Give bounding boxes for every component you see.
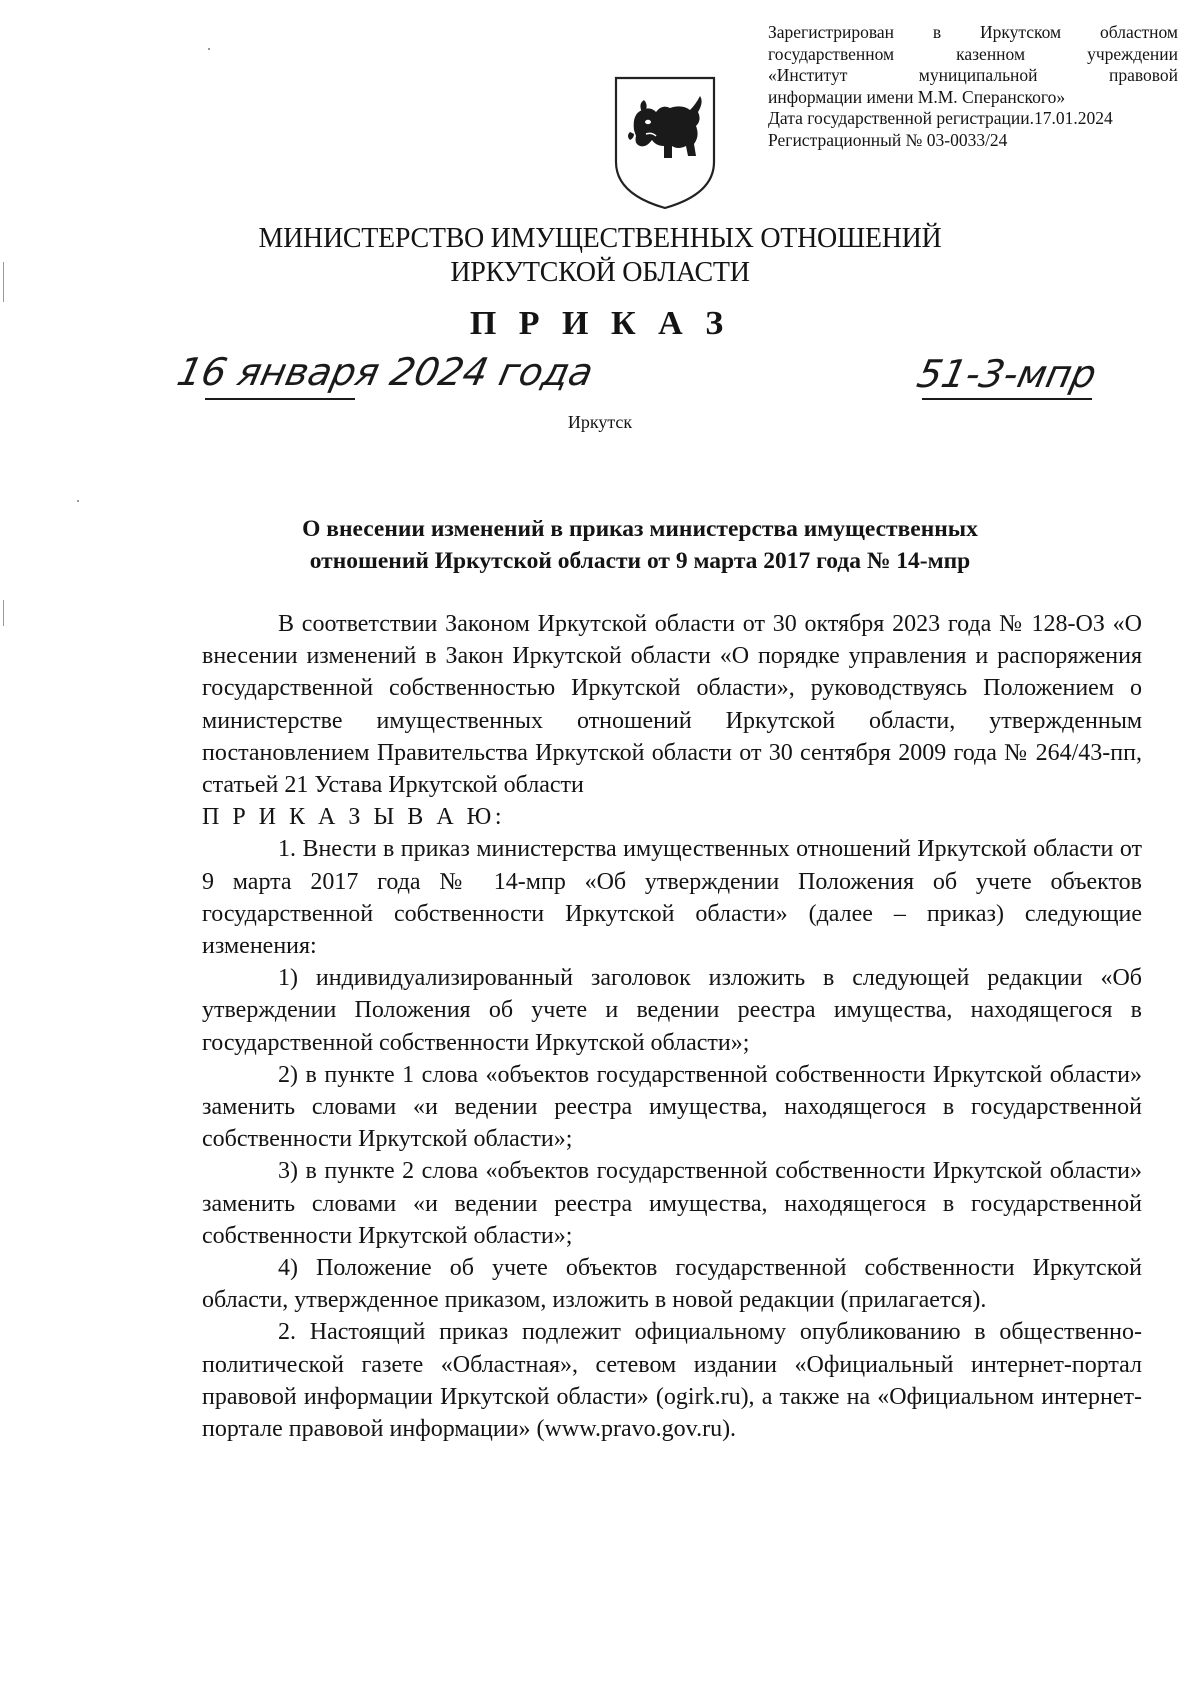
- registration-number: Регистрационный № 03-0033/24: [768, 129, 1008, 150]
- ministry-name-line1: МИНИСТЕРСТВО ИМУЩЕСТВЕННЫХ ОТНОШЕНИЙ: [258, 223, 942, 254]
- order-keyword: П Р И К А З Ы В А Ю:: [202, 804, 505, 831]
- document-title-line2: отношений Иркутской области от 9 марта 2017 года № 14-мпр: [309, 548, 971, 574]
- item-1-paragraph: 1. Внести в приказ министерства имущественных отношений Иркутской области от 9 марта 2017 года № 14-мпр «Об утверждении Положения об учете объектов государственной собственности Иркутской области» (далее – приказ) следующие изменения:: [202, 836, 1142, 960]
- document-body: [202, 608, 1142, 1445]
- number-underline: [922, 398, 1092, 400]
- ministry-name-line2: ИРКУТСКОЙ ОБЛАСТИ: [450, 257, 750, 288]
- handwritten-date: 16 января 2024 года: [173, 350, 598, 394]
- handwritten-order-number: 51-3-мпр: [913, 352, 1101, 396]
- preamble-paragraph: В соответствии Законом Иркутской области от 30 октября 2023 года № 128-ОЗ «О внесении изменений в Закон Иркутской области «О порядке управления и распоряжения государственной собственностью Иркутской области», руководствуясь Положением о министерстве имущественных отношений Иркутской области, утвержденным постановлением Правительства Иркутской области от 30 сентября 2009 года № 264/43-пп, статьей 21 Устава Иркутской области: [202, 611, 1142, 799]
- subitem-3-paragraph: 3) в пункте 2 слова «объектов государственной собственности Иркутской области» заменить словами «и ведении реестра имущества, находящегося в государственной собственности Иркутской области»;: [202, 1158, 1142, 1249]
- subitem-4-paragraph: 4) Положение об учете объектов государственной собственности Иркутской области, утвержденное приказом, изложить в новой редакции (прилагается).: [202, 1255, 1142, 1314]
- registration-line: государственном казенном учреждении: [768, 43, 1178, 64]
- scan-speck: [77, 500, 79, 502]
- document-title: [200, 513, 1080, 577]
- date-underline: [205, 398, 355, 400]
- subitem-1-paragraph: 1) индивидуализированный заголовок изложить в следующей редакции «Об утверждении Положения об учете и ведении реестра имущества, находящегося в государственной собственности Иркутской области»;: [202, 965, 1142, 1056]
- subitem-2-paragraph: 2) в пункте 1 слова «объектов государственной собственности Иркутской области» заменить словами «и ведении реестра имущества, находящегося в государственной собственности Иркутской области»;: [202, 1061, 1142, 1153]
- document-title-line1: О внесении изменений в приказ министерства имущественных: [302, 516, 978, 542]
- registration-line: Зарегистрирован в Иркутском областном: [768, 22, 1178, 42]
- registration-line: «Институт муниципальной правовой: [768, 65, 1178, 85]
- registration-stamp: [768, 22, 1178, 151]
- item-2-paragraph: 2. Настоящий приказ подлежит официальному опубликованию в общественно-политической газете «Областная», сетевом издании «Официальный интернет-портал правовой информации Иркутской области» (ogirk.ru), а также на «Официальном интернет-портале правовой информации» (www.pravo.gov.ru).: [202, 1319, 1142, 1443]
- registration-date: Дата государственной регистрации.17.01.2024: [768, 108, 1113, 128]
- city-name: Иркутск: [567, 412, 633, 432]
- scan-margin-mark: [3, 600, 4, 626]
- registration-line: информации имени М.М. Сперанского»: [768, 86, 1066, 107]
- ministry-name: [0, 222, 1200, 290]
- order-heading: П Р И К А З: [469, 305, 731, 342]
- scan-speck: [208, 48, 210, 50]
- irkutsk-coat-of-arms-icon: [612, 74, 718, 212]
